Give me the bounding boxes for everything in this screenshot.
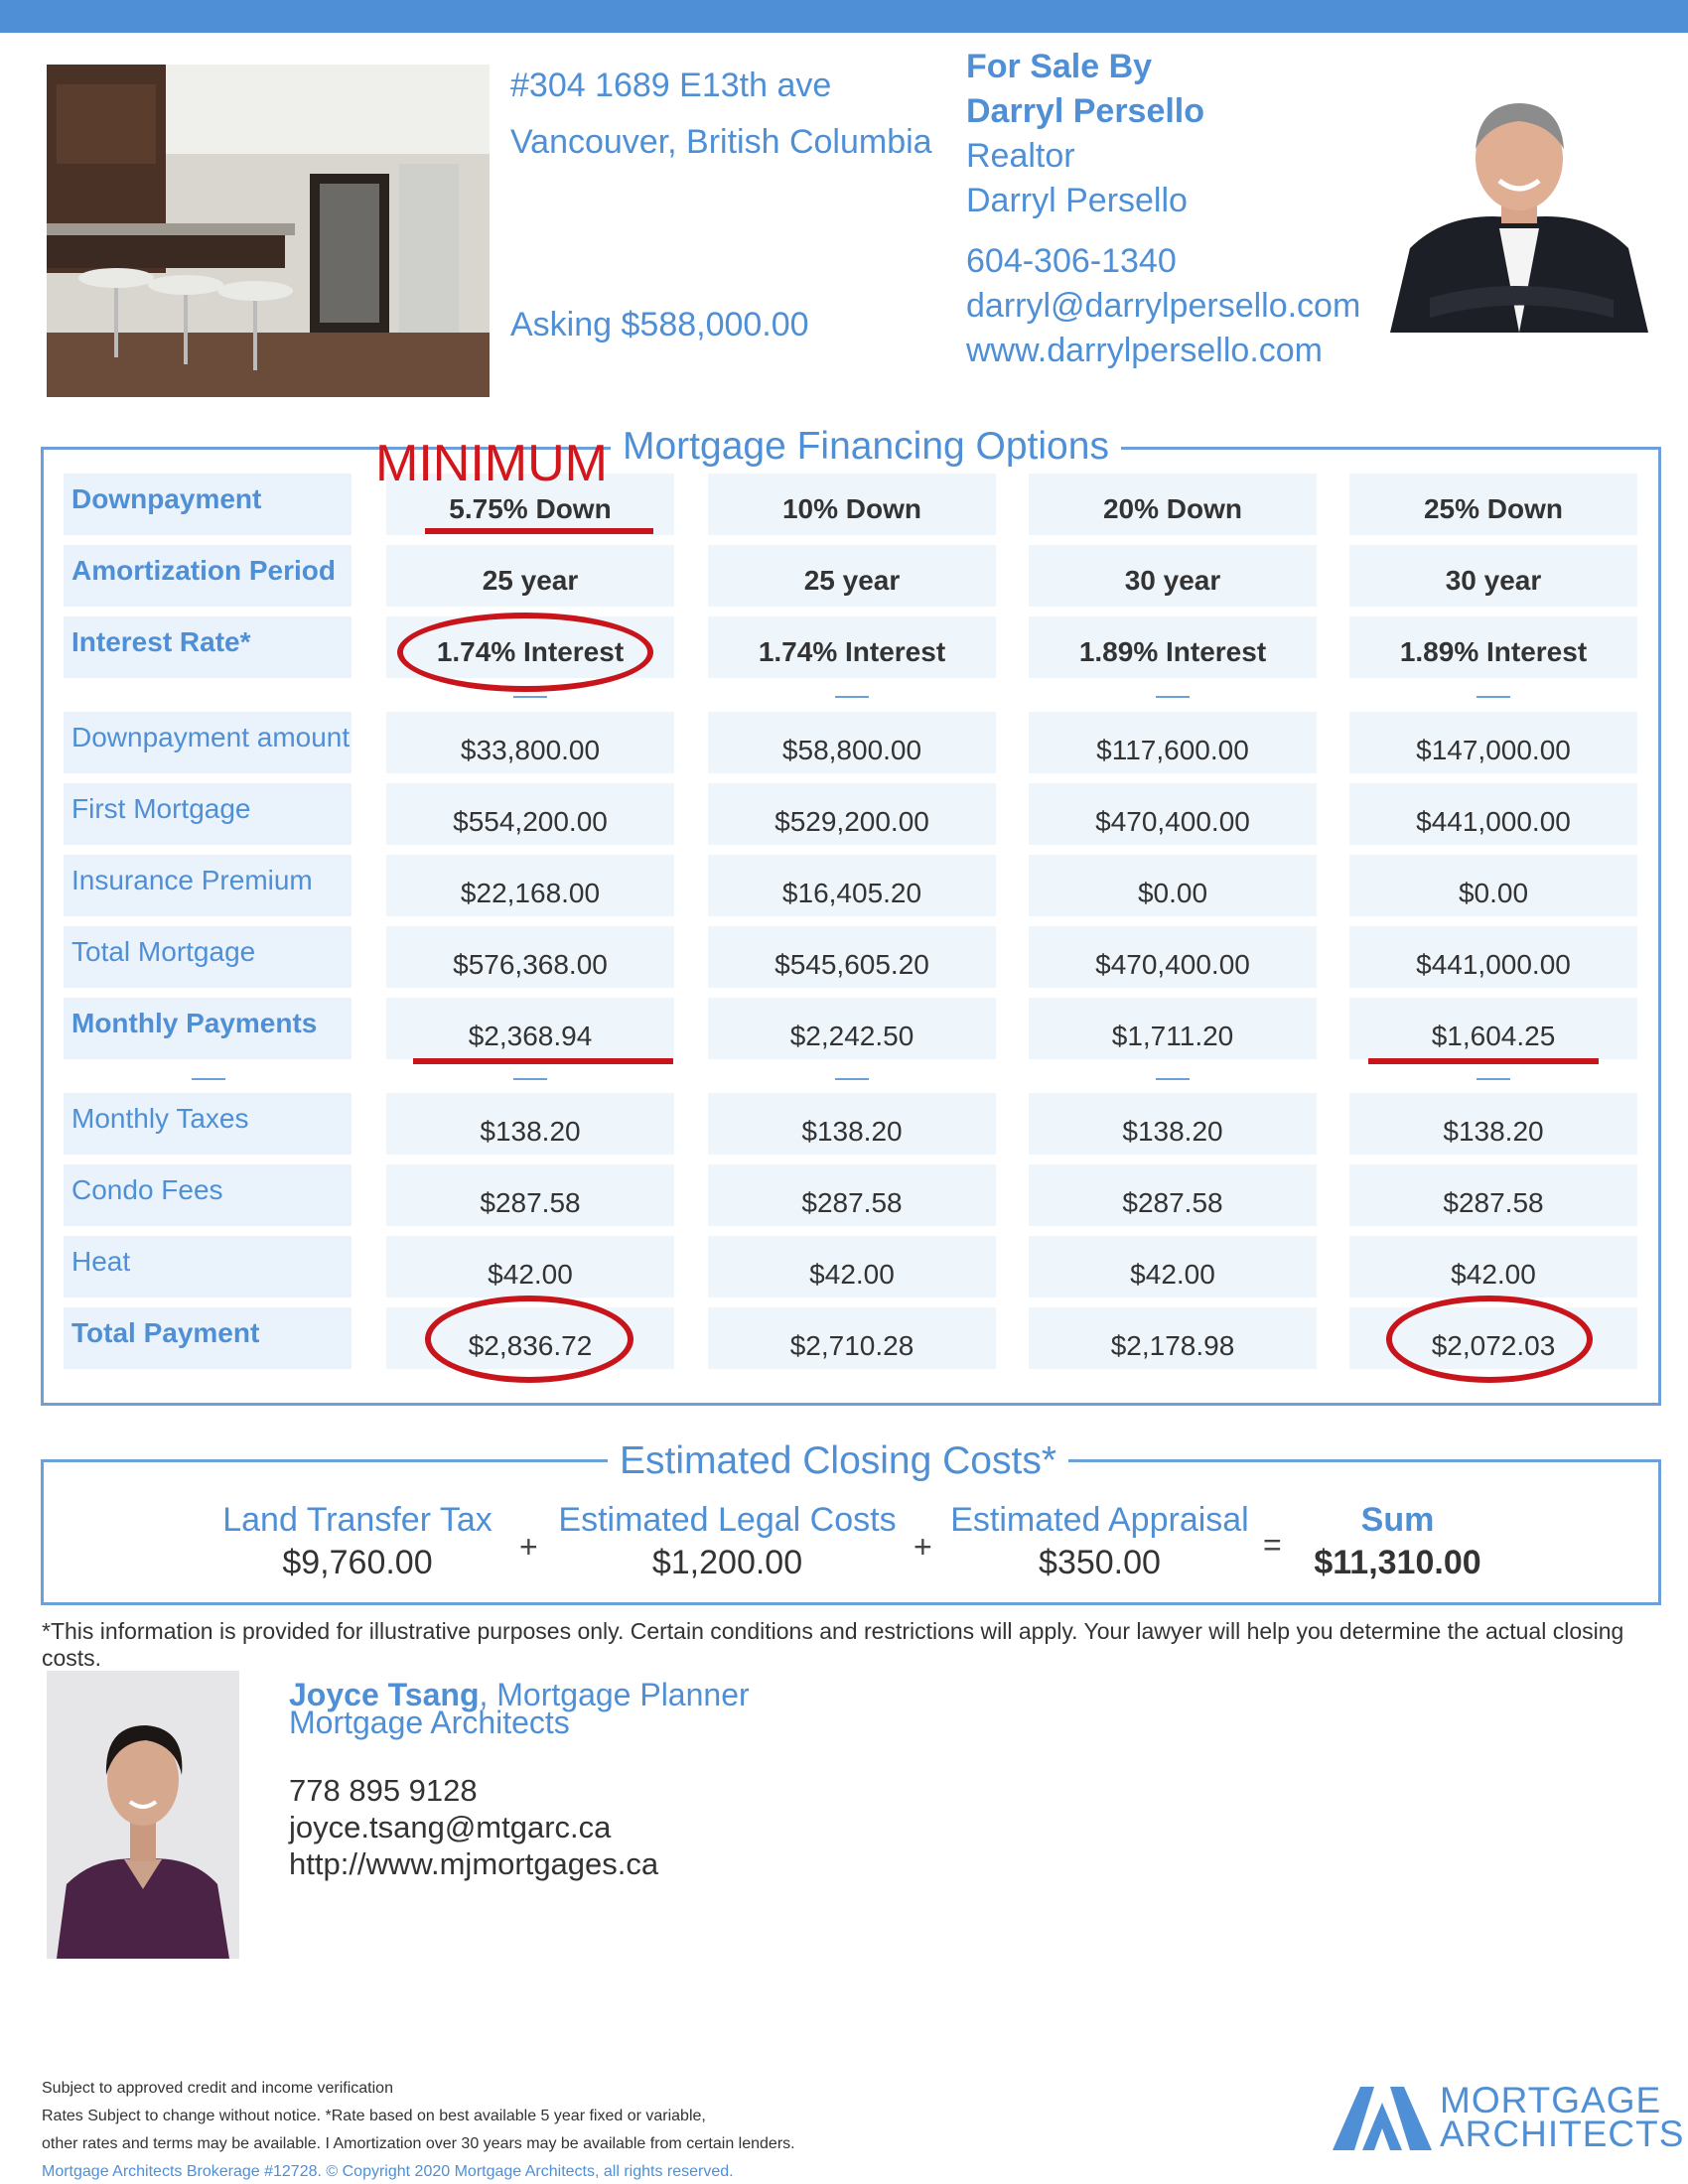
- table-cell: 30 year: [1349, 545, 1637, 607]
- equals-sign: =: [1263, 1527, 1282, 1563]
- footer-line-2: Rates Subject to change without notice. *Rate based on best available 5 year fixed or variable,: [42, 2108, 706, 2124]
- footer-line-1: Subject to approved credit and income verification: [42, 2080, 393, 2097]
- legal-costs-value: $1,200.00: [651, 1544, 803, 1581]
- table-cell: $138.20: [1029, 1093, 1317, 1155]
- appraisal-value: $350.00: [1039, 1544, 1161, 1581]
- row-label: Downpayment: [64, 474, 352, 535]
- table-cell: $554,200.00: [386, 783, 674, 845]
- interest-circle: [397, 613, 653, 692]
- separator-dash: [835, 1078, 869, 1080]
- row-label: Total Mortgage: [64, 926, 352, 988]
- table-cell: $287.58: [708, 1164, 996, 1226]
- row-label: Downpayment amount: [64, 712, 352, 773]
- table-cell: $287.58: [1029, 1164, 1317, 1226]
- separator-dash: [1477, 1078, 1510, 1080]
- planner-name: Joyce Tsang: [289, 1677, 480, 1712]
- separator-dash: [835, 696, 869, 698]
- row-label: Monthly Payments: [64, 998, 352, 1059]
- agent-name-2: Darryl Persello: [966, 182, 1188, 219]
- total-circle-right: [1386, 1296, 1593, 1383]
- plus-sign-2: +: [914, 1529, 932, 1565]
- table-cell: $42.00: [1029, 1236, 1317, 1297]
- land-transfer-tax: [199, 1501, 516, 1582]
- row-label: Interest Rate*: [64, 616, 352, 678]
- table-cell: $2,368.94: [386, 998, 674, 1059]
- separator-dash: [513, 696, 547, 698]
- asking-price: Asking $588,000.00: [510, 306, 809, 343]
- planner-company: Mortgage Architects: [289, 1705, 570, 1740]
- table-cell: $441,000.00: [1349, 783, 1637, 845]
- appraisal: [943, 1501, 1256, 1582]
- row-label: First Mortgage: [64, 783, 352, 845]
- listing-photo: [47, 65, 490, 397]
- closing-sum: [1291, 1501, 1504, 1582]
- table-cell: 1.74% Interest: [708, 616, 996, 678]
- planner-title: , Mortgage Planner: [479, 1677, 750, 1712]
- footer-line-4: Mortgage Architects Brokerage #12728. © Copyright 2020 Mortgage Architects, all rights reserved.: [42, 2163, 734, 2180]
- agent-info: [966, 45, 1360, 373]
- planner-email[interactable]: joyce.tsang@mtgarc.ca: [289, 1810, 612, 1844]
- table-cell: $0.00: [1349, 855, 1637, 916]
- table-cell: 25 year: [708, 545, 996, 607]
- legal-costs: [551, 1501, 904, 1582]
- agent-name: Darryl Persello: [966, 92, 1205, 130]
- agent-portrait: [1390, 69, 1648, 333]
- table-cell: 25% Down: [1349, 474, 1637, 535]
- mortgage-architects-logo: [1333, 2080, 1685, 2154]
- table-cell: $576,368.00: [386, 926, 674, 988]
- table-cell: $147,000.00: [1349, 712, 1637, 773]
- row-label: Amortization Period: [64, 545, 352, 607]
- table-cell: $0.00: [1029, 855, 1317, 916]
- for-sale-by: For Sale By: [966, 48, 1153, 85]
- table-cell: 30 year: [1029, 545, 1317, 607]
- separator-dash: [1477, 696, 1510, 698]
- minimum-annotation: MINIMUM: [375, 435, 608, 492]
- listing-address: [510, 58, 932, 171]
- table-cell: 10% Down: [708, 474, 996, 535]
- table-cell: $2,836.72: [386, 1307, 674, 1369]
- table-cell: 20% Down: [1029, 474, 1317, 535]
- sum-label: Sum: [1360, 1501, 1435, 1539]
- logo-text-line-1: MORTGAGE: [1440, 2080, 1662, 2120]
- table-cell: $138.20: [386, 1093, 674, 1155]
- legal-costs-label: Estimated Legal Costs: [558, 1501, 897, 1539]
- table-cell: $287.58: [386, 1164, 674, 1226]
- table-cell: $42.00: [386, 1236, 674, 1297]
- separator-dash: [513, 1078, 547, 1080]
- plus-sign-1: +: [519, 1529, 538, 1565]
- address-line-1: #304 1689 E13th ave: [510, 67, 832, 104]
- agent-website[interactable]: www.darrylpersello.com: [966, 332, 1323, 369]
- table-cell: $22,168.00: [386, 855, 674, 916]
- separator-dash: [192, 1078, 225, 1080]
- planner-info: [289, 1677, 750, 1882]
- table-cell: 25 year: [386, 545, 674, 607]
- row-label: Condo Fees: [64, 1164, 352, 1226]
- logo-text-line-2: ARCHITECTS: [1440, 2114, 1685, 2154]
- table-cell: $1,604.25: [1349, 998, 1637, 1059]
- row-label: Monthly Taxes: [64, 1093, 352, 1155]
- table-cell: $42.00: [708, 1236, 996, 1297]
- table-cell: $2,242.50: [708, 998, 996, 1059]
- table-cell: $470,400.00: [1029, 783, 1317, 845]
- agent-email[interactable]: darryl@darrylpersello.com: [966, 287, 1361, 325]
- row-label: Total Payment: [64, 1307, 352, 1369]
- table-cell: $1,711.20: [1029, 998, 1317, 1059]
- monthly-underline-right: [1368, 1058, 1599, 1064]
- table-cell: $58,800.00: [708, 712, 996, 773]
- top-bar: [0, 0, 1688, 33]
- table-cell: $529,200.00: [708, 783, 996, 845]
- table-cell: $287.58: [1349, 1164, 1637, 1226]
- row-label: Insurance Premium: [64, 855, 352, 916]
- sum-value: $11,310.00: [1314, 1544, 1481, 1581]
- total-circle-left: [425, 1296, 633, 1383]
- land-transfer-tax-label: Land Transfer Tax: [222, 1501, 492, 1539]
- row-label: Heat: [64, 1236, 352, 1297]
- table-cell: $441,000.00: [1349, 926, 1637, 988]
- table-cell: 1.74% Interest: [386, 616, 674, 678]
- agent-phone[interactable]: 604-306-1340: [966, 242, 1177, 280]
- table-cell: 1.89% Interest: [1349, 616, 1637, 678]
- monthly-underline-left: [413, 1058, 673, 1064]
- table-cell: $138.20: [708, 1093, 996, 1155]
- closing-costs-title: Estimated Closing Costs*: [608, 1439, 1068, 1483]
- address-line-2: Vancouver, British Columbia: [510, 123, 932, 161]
- agent-role: Realtor: [966, 137, 1075, 175]
- footer-line-3: other rates and terms may be available. I Amortization over 30 years may be available from certain lenders.: [42, 2135, 795, 2152]
- table-cell: $33,800.00: [386, 712, 674, 773]
- footer-fine-print: [42, 2075, 795, 2184]
- table-cell: $2,710.28: [708, 1307, 996, 1369]
- table-cell: $42.00: [1349, 1236, 1637, 1297]
- table-cell: $117,600.00: [1029, 712, 1317, 773]
- mortgage-options-title: Mortgage Financing Options: [611, 425, 1121, 469]
- table-cell: 5.75% Down: [386, 474, 674, 535]
- planner-website[interactable]: http://www.mjmortgages.ca: [289, 1846, 659, 1881]
- table-cell: $545,605.20: [708, 926, 996, 988]
- table-cell: $138.20: [1349, 1093, 1637, 1155]
- planner-portrait: [47, 1671, 239, 1959]
- land-transfer-tax-value: $9,760.00: [282, 1544, 433, 1581]
- separator-dash: [1156, 696, 1190, 698]
- planner-phone[interactable]: 778 895 9128: [289, 1773, 478, 1808]
- table-cell: $2,072.03: [1349, 1307, 1637, 1369]
- closing-disclaimer: *This information is provided for illustrative purposes only. Certain conditions and restrictions will apply. Your lawyer will help you determine the actual closing costs.: [42, 1618, 1624, 1671]
- table-cell: 1.89% Interest: [1029, 616, 1317, 678]
- separator-dash: [1156, 1078, 1190, 1080]
- minimum-underline: [425, 528, 653, 534]
- table-cell: $2,178.98: [1029, 1307, 1317, 1369]
- table-cell: $470,400.00: [1029, 926, 1317, 988]
- table-cell: $16,405.20: [708, 855, 996, 916]
- appraisal-label: Estimated Appraisal: [950, 1501, 1249, 1539]
